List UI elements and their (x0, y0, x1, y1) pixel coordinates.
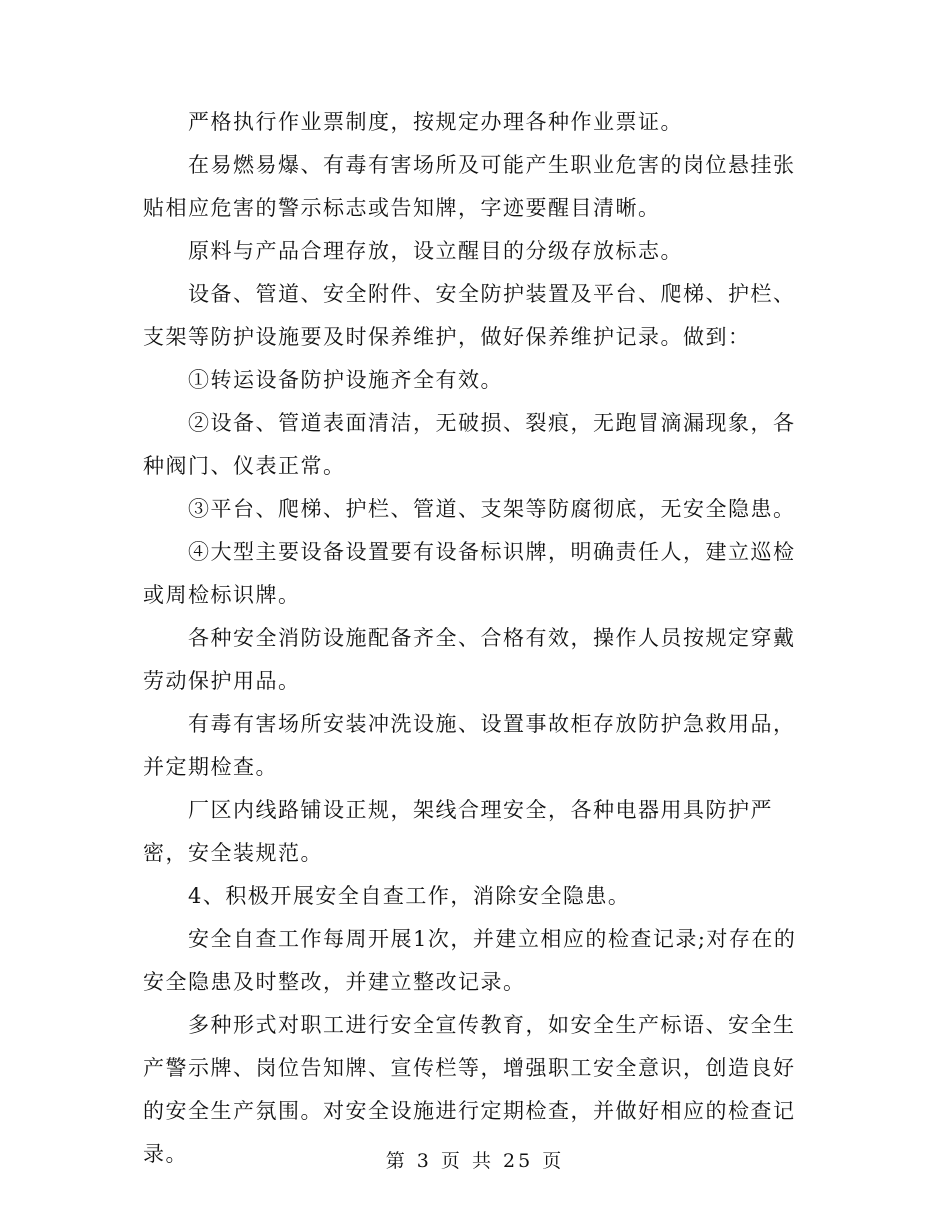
page-footer (0, 1146, 950, 1173)
paragraph: 各种安全消防设施配备齐全、合格有效，操作人员按规定穿戴劳动保护用品。 (143, 626, 796, 693)
list-item: ④大型主要设备设置要有设备标识牌，明确责任人，建立巡检或周检标识牌。 (143, 540, 796, 607)
paragraph: 多种形式对职工进行安全宣传教育，如安全生产标语、安全生产警示牌、岗位告知牌、宣传栏等，增强职工安全意识，创造良好的安全生产氛围。对安全设施进行定期检查，并做好相应的检查记录。 (143, 1013, 796, 1166)
paragraph: 严格执行作业票制度，按规定办理各种作业票证。 (188, 110, 683, 134)
paragraph: 原料与产品合理存放，设立醒目的分级存放标志。 (188, 239, 683, 263)
list-item: ②设备、管道表面清洁，无破损、裂痕，无跑冒滴漏现象，各种阀门、仪表正常。 (143, 411, 796, 478)
paragraph: 安全自查工作每周开展1次，并建立相应的检查记录;对存在的安全隐患及时整改，并建立整改记录。 (143, 927, 797, 994)
page-number: 第 3 页 共 25 页 (385, 1150, 565, 1172)
section-heading: 4、积极开展安全自查工作，消除安全隐患。 (188, 884, 631, 908)
paragraph: 厂区内线路铺设正规，架线合理安全，各种电器用具防护严密，安全装规范。 (143, 798, 773, 865)
list-item: ①转运设备防护设施齐全有效。 (188, 368, 503, 392)
document-body (143, 101, 813, 1176)
paragraph: 设备、管道、安全附件、安全防护装置及平台、爬梯、护栏、支架等防护设施要及时保养维护，做好保养维护记录。做到： (143, 282, 796, 349)
paragraph: 在易燃易爆、有毒有害场所及可能产生职业危害的岗位悬挂张贴相应危害的警示标志或告知牌，字迹要醒目清晰。 (143, 153, 796, 220)
list-item: ③平台、爬梯、护栏、管道、支架等防腐彻底，无安全隐患。 (188, 497, 796, 521)
paragraph: 有毒有害场所安装冲洗设施、设置事故柜存放防护急救用品，并定期检查。 (143, 712, 796, 779)
